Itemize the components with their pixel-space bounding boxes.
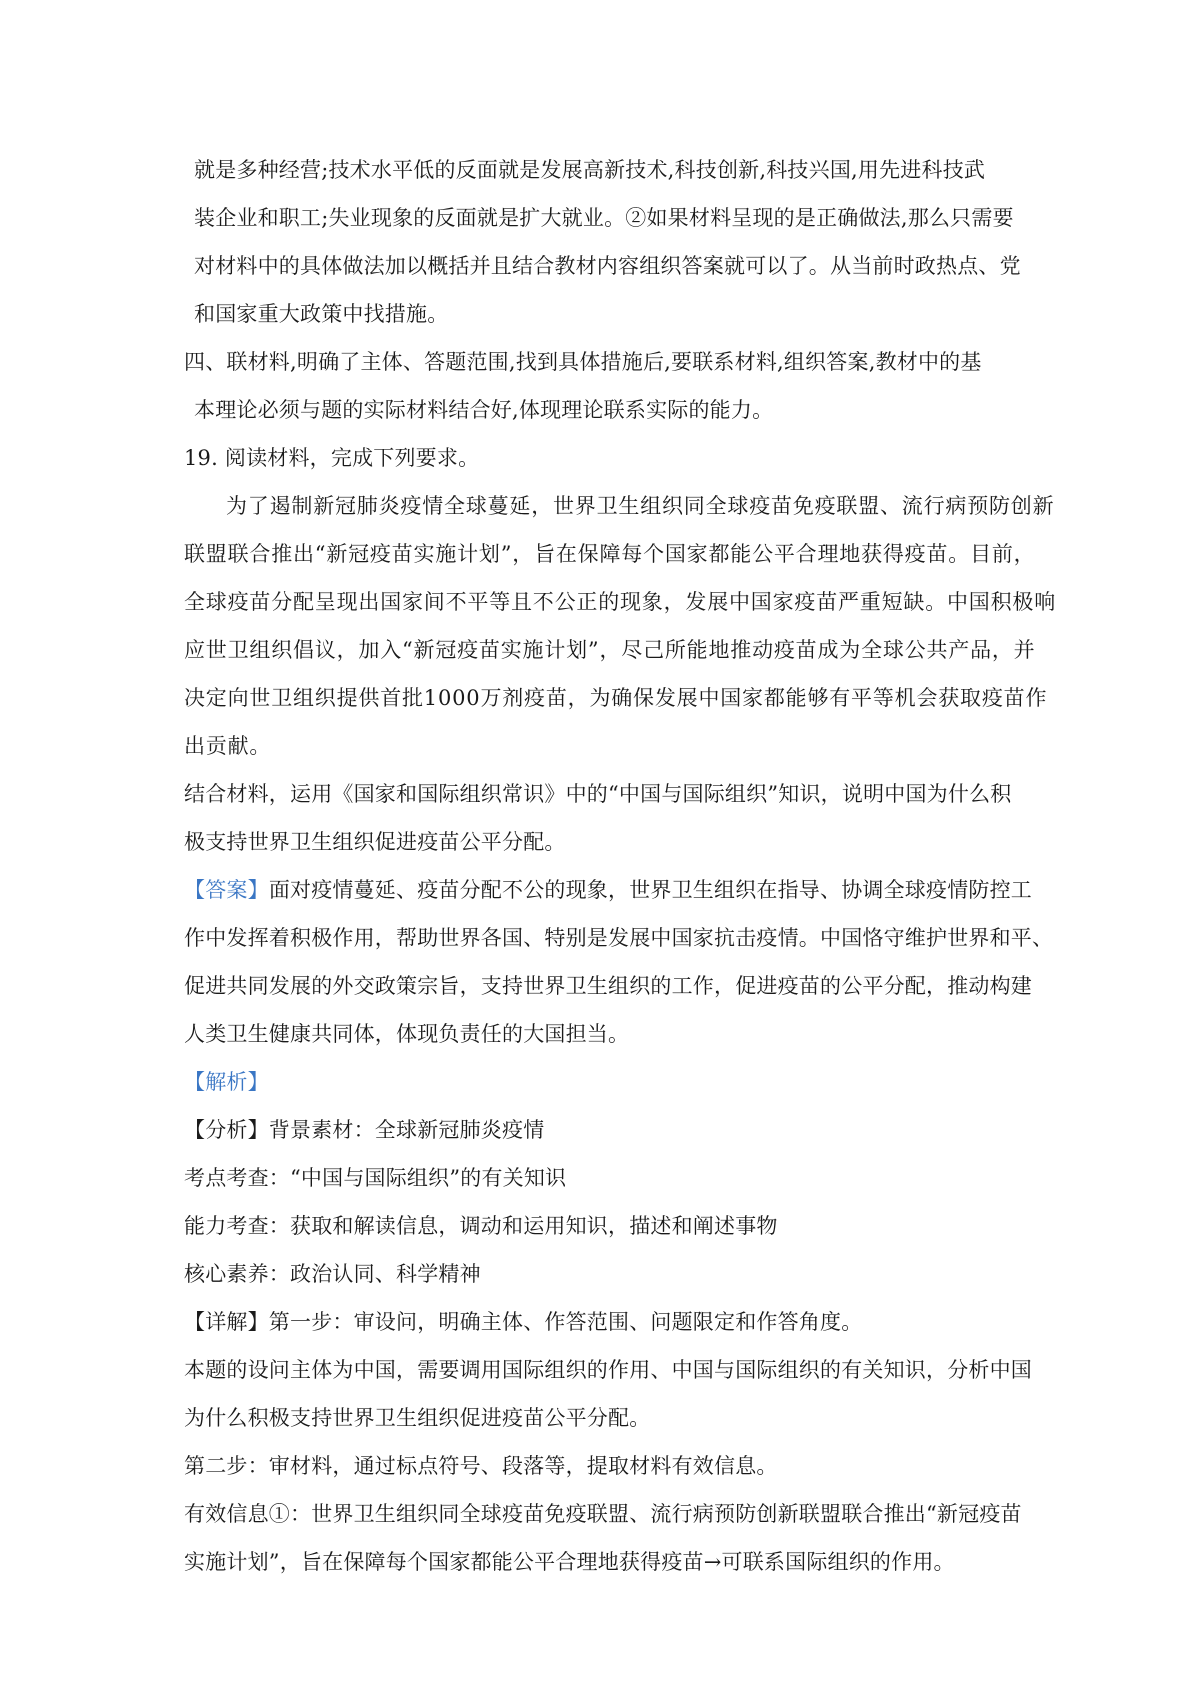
answer-line: 作中发挥着积极作用，帮助世界各国、特别是发展中国家抗击疫情。中国恪守维护世界和平、 [184, 926, 1054, 950]
material-line: 出贡献。 [184, 734, 272, 758]
analysis-line: 核心素养：政治认同、科学精神 [184, 1262, 481, 1286]
text-line: 就是多种经营;技术水平低的反面就是发展高新技术,科技创新,科技兴国,用先进科技武 [194, 158, 986, 182]
text-line: 对材料中的具体做法加以概括并且结合教材内容组织答案就可以了。从当前时政热点、党 [194, 254, 1021, 278]
text-line: 本理论必须与题的实际材料结合好,体现理论联系实际的能力。 [194, 398, 774, 422]
answer-line: 人类卫生健康共同体，体现负责任的大国担当。 [184, 1022, 630, 1046]
analysis-label: 【解析】 [184, 1070, 269, 1094]
material-line: 全球疫苗分配呈现出国家间不平等且不公正的现象，发展中国家疫苗严重短缺。中国积极响 [184, 590, 1056, 614]
question-19 [184, 434, 1056, 866]
answer-label: 【答案】 [184, 878, 269, 902]
material-line: 决定向世卫组织提供首批1000万剂疫苗，为确保发展中国家都能够有平等机会获取疫苗作 [184, 686, 1048, 710]
text-line: 装企业和职工;失业现象的反面就是扩大就业。②如果材料呈现的是正确做法,那么只需要 [194, 206, 1014, 230]
analysis-line: 【分析】背景素材：全球新冠肺炎疫情 [184, 1118, 545, 1142]
question-material [184, 482, 1056, 770]
analysis-line: 本题的设问主体为中国，需要调用国际组织的作用、中国与国际组织的有关知识，分析中国 [184, 1358, 1032, 1382]
text-line: 四、联材料,明确了主体、答题范围,找到具体措施后,要联系材料,组织答案,教材中的基 [184, 350, 982, 374]
answer-line [184, 866, 1032, 914]
prev-answer-section [184, 146, 1032, 434]
text-line: 和国家重大政策中找措施。 [194, 302, 449, 326]
material-line: 联盟联合推出“新冠疫苗实施计划”，旨在保障每个国家都能公平合理地获得疫苗。目前， [184, 542, 1036, 566]
analysis-line: 有效信息①：世界卫生组织同全球疫苗免疫联盟、流行病预防创新联盟联合推出“新冠疫苗 [184, 1502, 1022, 1526]
analysis-line: 实施计划”，旨在保障每个国家都能公平合理地获得疫苗→可联系国际组织的作用。 [184, 1550, 955, 1574]
question-prompt-line: 结合材料，运用《国家和国际组织常识》中的“中国与国际组织”知识，说明中国为什么积 [184, 782, 1012, 806]
analysis-line: 为什么积极支持世界卫生组织促进疫苗公平分配。 [184, 1406, 651, 1430]
answer-section [184, 866, 1054, 1058]
analysis-section [184, 1058, 1032, 1586]
analysis-line: 第二步：审材料，通过标点符号、段落等，提取材料有效信息。 [184, 1454, 778, 1478]
answer-text: 面对疫情蔓延、疫苗分配不公的现象，世界卫生组织在指导、协调全球疫情防控工 [268, 878, 1033, 902]
analysis-line: 考点考查：“中国与国际组织”的有关知识 [184, 1166, 567, 1190]
question-number: 19. 阅读材料，完成下列要求。 [184, 446, 480, 470]
material-line: 为了遏制新冠肺炎疫情全球蔓延，世界卫生组织同全球疫苗免疫联盟、流行病预防创新 [226, 494, 1055, 518]
analysis-line: 【详解】第一步：审设问，明确主体、作答范围、问题限定和作答角度。 [184, 1310, 863, 1334]
document-body [184, 146, 1056, 1586]
material-line: 应世卫组织倡议，加入“新冠疫苗实施计划”，尽己所能地推动疫苗成为全球公共产品，并 [184, 638, 1036, 662]
question-prompt-line: 极支持世界卫生组织促进疫苗公平分配。 [184, 830, 566, 854]
analysis-line: 能力考查：获取和解读信息，调动和运用知识，描述和阐述事物 [184, 1214, 778, 1238]
answer-line: 促进共同发展的外交政策宗旨，支持世界卫生组织的工作，促进疫苗的公平分配，推动构建 [184, 974, 1032, 998]
